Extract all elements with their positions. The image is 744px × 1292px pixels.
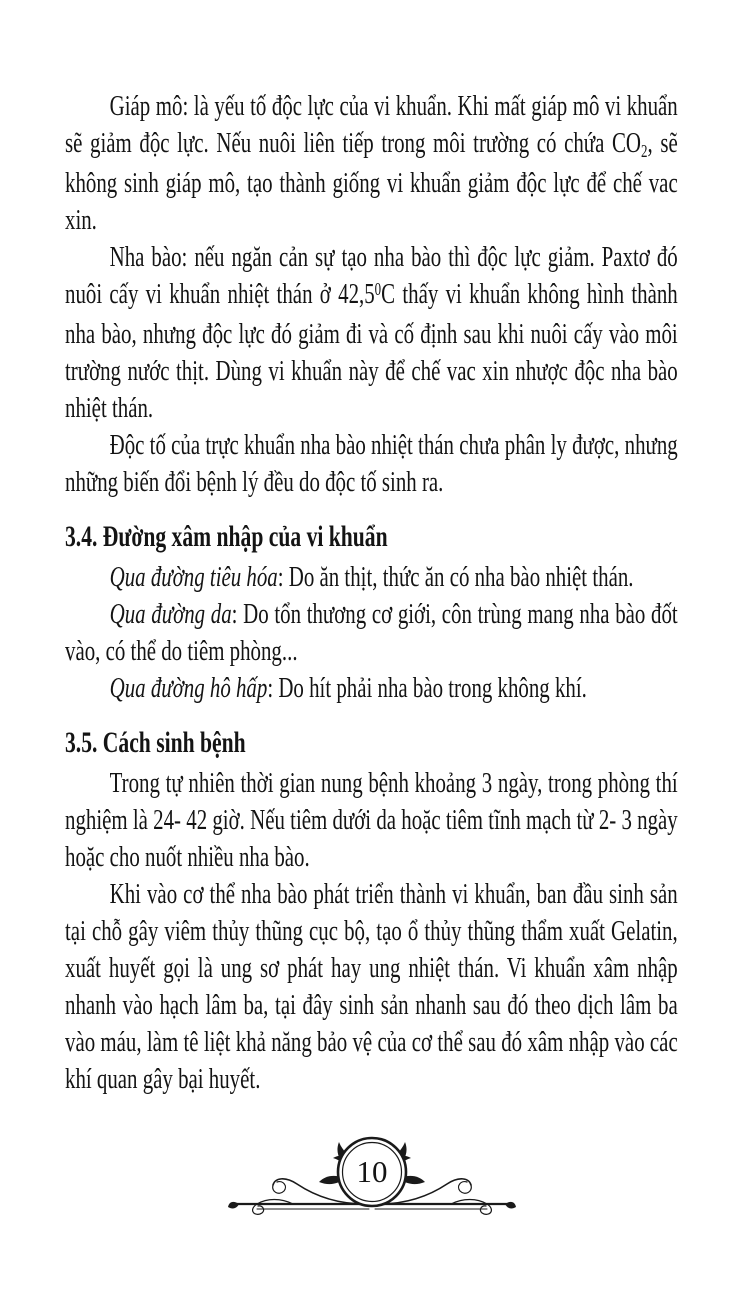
paragraph-nha-bao — [65, 239, 678, 427]
route-item-tieu-hoa — [65, 559, 678, 596]
co2-subscript: 2 — [641, 141, 648, 162]
route-lead-ho-hap: Qua đường hô hấp — [109, 672, 268, 704]
paragraph-doc-to: Độc tố của trực khuẩn nha bào nhiệt thán chưa phân ly được, nhưng những biến đổi bệnh lý đều do độc tố sinh ra. — [65, 429, 678, 498]
paragraph-text: Giáp mô: là yếu tố độc lực của vi khuẩn. Khi mất giáp mô vi khuẩn sẽ giảm độc lực. Nếu nuôi liên tiếp trong môi trường có chứa CO — [65, 90, 678, 159]
route-lead-tieu-hoa: Qua đường tiêu hóa — [109, 561, 278, 593]
page-footer — [0, 1112, 744, 1252]
route-item-ho-hap — [65, 670, 678, 707]
paragraph-nung-benh: Trong tự nhiên thời gian nung bệnh khoảng 3 ngày, trong phòng thí nghiệm là 24- 42 giờ. Nếu tiêm dưới da hoặc tiêm tĩnh mạch từ 2- 3 ngày hoặc cho nuốt nhiều nha bào. — [65, 767, 678, 873]
paragraph-phat-trien: Khi vào cơ thể nha bào phát triển thành vi khuẩn, ban đầu sinh sản tại chỗ gây viêm thủy thũng cục bộ, tạo ổ thủy thũng thẩm xuất Gelatin, xuất huyết gọi là ung sơ phát hay ung nhiệt thán. Vi khuẩn xâm nhập nhanh vào hạch lâm ba, tại đây sinh sản nhanh sau đó theo dịch lâm ba vào máu, làm tê liệt khả năng bảo vệ của cơ thể sau đó xâm nhập vào các khí quan gây bại huyết. — [65, 878, 678, 1095]
text-block — [65, 88, 678, 1098]
paragraph-text: Nha bào: nếu ngăn cản sự tạo nha bào thì độc lực giảm. Paxtơ đó nuôi cấy vi khuẩn nhiệt thán ở 42,5 — [65, 241, 678, 310]
degree-superscript: 0 — [374, 278, 382, 299]
paragraph-text: , sẽ không sinh giáp mô, tạo thành giống vi khuẩn giảm độc lực để chế vac xin. — [65, 127, 678, 236]
section-heading-3-5: 3.5. Cách sinh bệnh — [65, 726, 246, 759]
route-text: : Do tổn thương cơ giới, côn trùng mang nha bào đốt vào, có thể do tiêm phòng... — [65, 598, 678, 667]
page-number: 10 — [356, 1154, 388, 1189]
route-text: : Do hít phải nha bào trong không khí. — [267, 672, 587, 704]
paragraph-giap-mo — [65, 88, 678, 239]
paragraph-text: C thấy vi khuẩn không hình thành nha bào, nhưng độc lực đó giảm đi và cố định sau khi nuôi cấy vào môi trường nước thịt. Dùng vi khuẩn này để chế vac xin nhược độc nha bào nhiệt thán. — [65, 278, 678, 424]
section-heading-3-4: 3.4. Đường xâm nhập của vi khuẩn — [65, 520, 388, 553]
route-text: : Do ăn thịt, thức ăn có nha bào nhiệt thán. — [277, 561, 634, 593]
route-lead-da: Qua đường da — [109, 598, 232, 630]
route-item-da — [65, 596, 678, 670]
